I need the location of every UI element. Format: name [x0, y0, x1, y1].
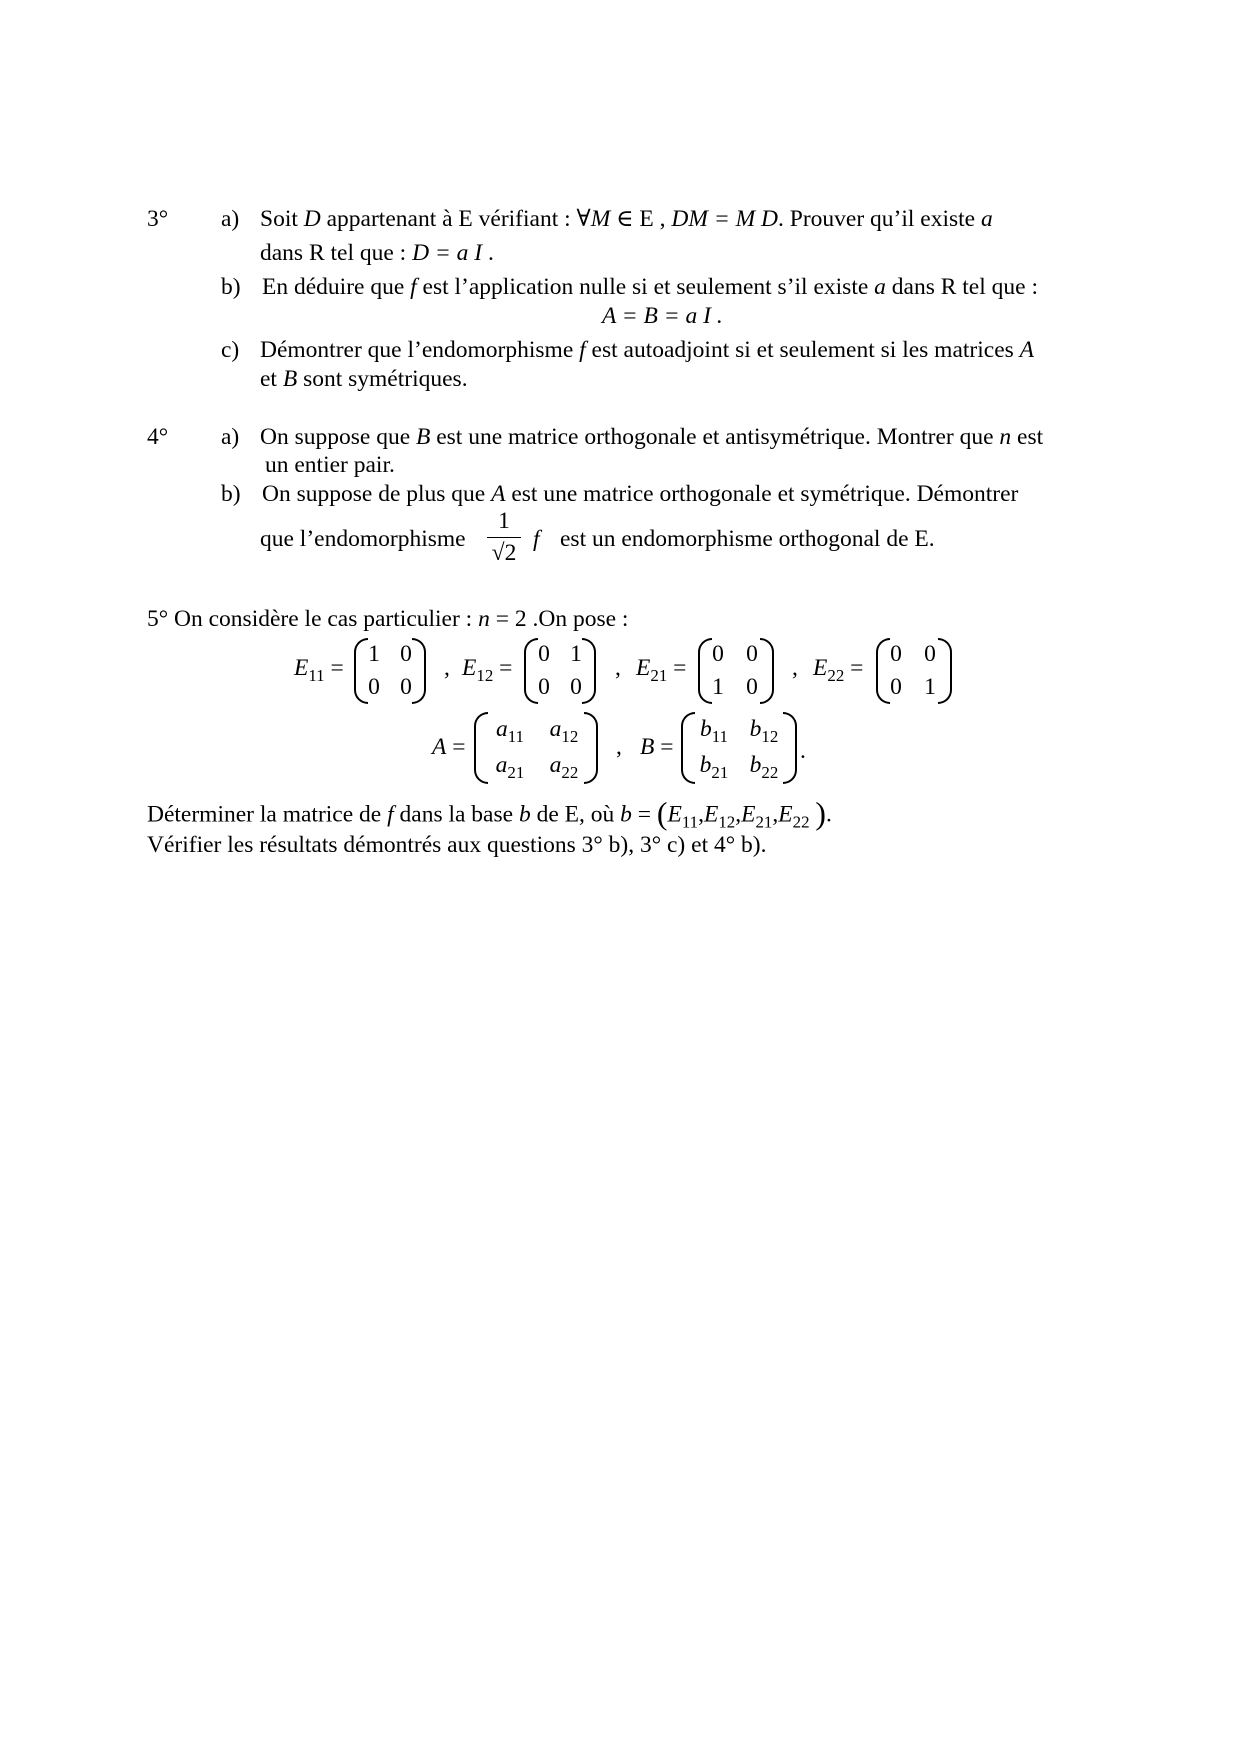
comma: ,: [792, 655, 798, 681]
matrix-cell: 0: [400, 641, 412, 667]
entry: b: [699, 716, 712, 742]
var-E: E: [462, 655, 477, 681]
matrix-B: [681, 712, 797, 784]
var-f: f: [410, 274, 417, 300]
var-b: b: [620, 801, 632, 828]
E11-label: [294, 655, 344, 685]
matrix-cell: 0: [570, 674, 582, 700]
var-E: E: [703, 801, 719, 828]
q5-line2: Vérifier les résultats démontrés aux questions 3° b), 3° c) et 4° b).: [147, 832, 767, 858]
var-f: f: [533, 526, 540, 552]
entry: a: [495, 716, 508, 742]
E21-label: [636, 655, 686, 685]
text: ∈ E ,: [610, 206, 672, 232]
matrix-cell: 1: [368, 641, 380, 667]
equals-sign: =: [499, 655, 513, 681]
entry: b: [749, 752, 762, 778]
subscript: 11: [711, 726, 729, 746]
text: de E, où: [530, 801, 621, 828]
matrix-E12: [524, 638, 596, 704]
fraction-denominator: √2: [491, 540, 517, 567]
text: En déduire que: [262, 274, 411, 300]
var-B: B: [282, 366, 298, 392]
matrix-cell: 0: [890, 641, 902, 667]
var-n: n: [478, 606, 490, 632]
var-f: f: [387, 801, 394, 828]
text: est une matrice orthogonale et antisymétrique. Montrer que: [430, 424, 1000, 450]
subscript: 21: [507, 762, 525, 782]
q5-line1: [147, 796, 832, 832]
subscript: 22: [792, 812, 810, 832]
equation: D = a I: [412, 240, 483, 266]
matrix-cell: [538, 752, 590, 782]
E22-label: [813, 655, 863, 685]
q3-b-equation: [602, 303, 723, 330]
matrix-cell: 1: [924, 674, 936, 700]
var-a: a: [980, 206, 993, 232]
var-A: A: [432, 734, 447, 760]
comma: ,: [615, 655, 621, 681]
basis-close-paren: ): [815, 796, 826, 831]
matrix-cell: 0: [890, 674, 902, 700]
var-a: a: [874, 274, 886, 300]
subscript: 21: [755, 812, 773, 832]
var-E: E: [813, 655, 828, 681]
comma: ,: [772, 801, 779, 828]
q5-intro: [147, 606, 628, 633]
matrix-cell: 0: [924, 641, 936, 667]
matrix-cell: 0: [400, 674, 412, 700]
var-E: E: [294, 655, 309, 681]
subscript: 12: [561, 726, 579, 746]
comma: ,: [698, 801, 704, 828]
text: 5° On considère le cas particulier :: [147, 606, 479, 632]
text: est une matrice orthogonale et symétrique. Démontrer: [505, 481, 1019, 507]
q4-a-line2: un entier pair.: [265, 452, 395, 478]
entry: a: [549, 716, 562, 742]
text: dans R tel que :: [885, 274, 1038, 300]
period: .: [800, 738, 806, 764]
matrix-cell: 1: [712, 674, 724, 700]
subscript: 22: [761, 762, 779, 782]
matrix-cell: 0: [368, 674, 380, 700]
q3-a-label: a): [221, 206, 240, 232]
matrix-cell: 0: [746, 674, 758, 700]
q4-b-line2-end: est un endomorphisme orthogonal de E.: [560, 526, 935, 552]
entry: b: [699, 752, 712, 778]
comma: ,: [444, 655, 450, 681]
q4-b-f: [533, 526, 540, 553]
text: Déterminer la matrice de: [147, 801, 388, 828]
var-E: E: [636, 655, 651, 681]
q3-a-line2: [260, 240, 494, 267]
text: et: [260, 366, 283, 392]
var-f: f: [579, 337, 586, 363]
var-D: D: [303, 206, 321, 232]
B-label: [640, 734, 674, 761]
var-B: B: [640, 734, 655, 760]
var-E: E: [778, 801, 793, 828]
var-b: b: [518, 801, 531, 828]
matrix-cell: [739, 752, 789, 782]
equals-sign: =: [850, 655, 864, 681]
text: Soit: [260, 206, 304, 232]
matrix-cell: [689, 752, 739, 782]
text: sont symétriques.: [297, 366, 468, 392]
subscript: 21: [650, 665, 668, 685]
matrix-cell: [739, 716, 789, 746]
text: On suppose de plus que: [262, 481, 492, 507]
subscript: 21: [711, 762, 729, 782]
matrix-cell: 0: [538, 641, 550, 667]
var-B: B: [416, 424, 431, 450]
equation: A = B = a I .: [602, 303, 723, 329]
entry: b: [749, 716, 762, 742]
text: appartenant à E vérifiant : ∀: [320, 206, 591, 232]
matrix-A: [474, 712, 598, 784]
q4-a-line1: [260, 424, 1043, 451]
text: est l’application nulle si et seulement s’il existe: [416, 274, 875, 300]
q3-c-line2: [260, 366, 468, 393]
matrix-cell: [484, 752, 536, 782]
q3-c-label: c): [221, 337, 240, 363]
equals-sign: =: [631, 801, 657, 828]
matrix-E21: [698, 638, 774, 704]
entry: a: [549, 752, 562, 778]
subscript: 11: [308, 665, 325, 685]
var-E: E: [667, 801, 682, 828]
text: On suppose que: [260, 424, 416, 450]
fraction-bar: [487, 537, 521, 538]
q3-b-label: b): [221, 274, 241, 300]
q4-b-line2-text: que l’endomorphisme: [260, 526, 466, 552]
equation: DM = M D: [671, 206, 778, 232]
subscript: 12: [476, 665, 494, 685]
q3-number: 3°: [147, 206, 169, 232]
matrix-cell: [484, 716, 536, 746]
comma: ,: [735, 801, 742, 828]
text: est: [1011, 424, 1044, 450]
subscript: 11: [507, 726, 525, 746]
matrix-E11: [354, 638, 426, 704]
matrix-cell: [689, 716, 739, 746]
subscript: 12: [718, 812, 736, 832]
basis-open-paren: (: [656, 796, 668, 831]
var-n: n: [999, 424, 1012, 450]
matrix-cell: [538, 716, 590, 746]
equals-sign: =: [452, 734, 466, 760]
var-M: M: [590, 206, 611, 232]
matrix-cell: 1: [570, 641, 582, 667]
q3-c-line1: [260, 337, 1034, 364]
fraction-one-over-sqrt2: [487, 508, 521, 567]
equals-sign: =: [660, 734, 674, 760]
equals-sign: =: [330, 655, 344, 681]
text: . Prouver qu’il existe: [778, 206, 981, 232]
subscript: 11: [681, 812, 699, 832]
A-label: [432, 734, 466, 761]
q4-a-label: a): [221, 424, 240, 450]
matrix-cell: 0: [712, 641, 724, 667]
var-A: A: [1019, 337, 1035, 363]
subscript: 22: [827, 665, 845, 685]
comma: ,: [616, 734, 622, 760]
q3-b-line1: [262, 274, 1038, 301]
period: .: [825, 801, 832, 828]
matrix-cell: 0: [746, 641, 758, 667]
var-E: E: [741, 801, 756, 828]
matrix-cell: 0: [538, 674, 550, 700]
equals-sign: =: [673, 655, 687, 681]
text: est autoadjoint si et seulement si les matrices: [585, 337, 1020, 363]
text: Démontrer que l’endomorphisme: [260, 337, 580, 363]
q4-number: 4°: [147, 424, 169, 450]
var-A: A: [491, 481, 506, 507]
q4-b-line1: [262, 481, 1018, 508]
q3-a-line1: [260, 206, 993, 233]
entry: a: [495, 752, 508, 778]
E12-label: [462, 655, 512, 685]
q4-b-label: b): [221, 481, 241, 507]
matrix-E22: [876, 638, 952, 704]
subscript: 22: [561, 762, 579, 782]
subscript: 12: [761, 726, 779, 746]
text: .: [482, 240, 494, 266]
text: = 2 .On pose :: [489, 606, 629, 632]
fraction-numerator: 1: [498, 508, 510, 534]
text: dans R tel que :: [260, 240, 413, 266]
text: dans la base: [393, 801, 519, 828]
